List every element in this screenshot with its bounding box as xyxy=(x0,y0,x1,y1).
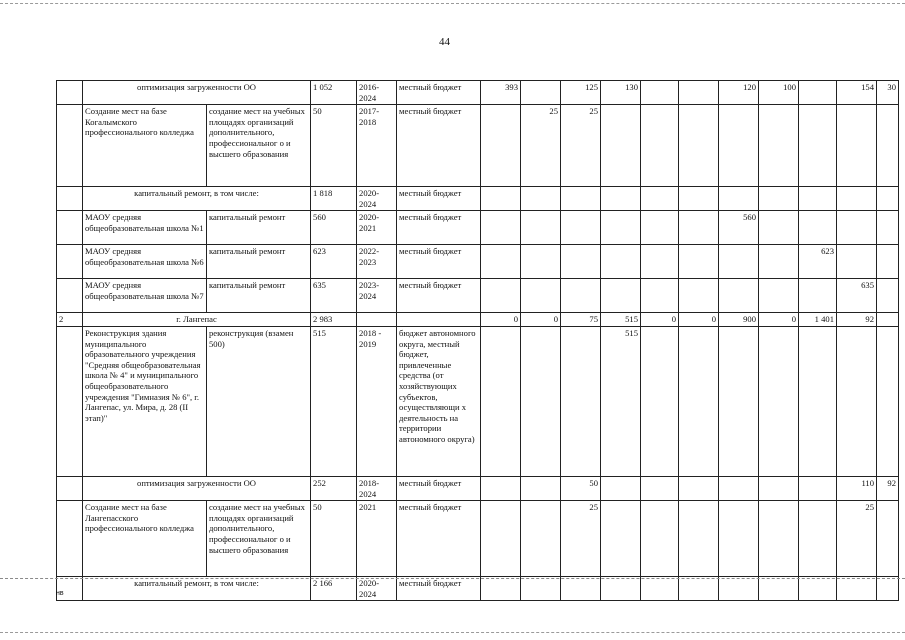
year-value-cell xyxy=(481,501,521,577)
year-value-cell: 30 xyxy=(877,81,899,105)
funding-source-cell: местный бюджет xyxy=(397,279,481,313)
year-value-cell xyxy=(759,211,799,245)
scan-edge-bottom xyxy=(0,578,905,579)
year-value-cell xyxy=(641,187,679,211)
year-value-cell: 0 xyxy=(759,313,799,327)
funding-source-cell: местный бюджет xyxy=(397,476,481,500)
table-row xyxy=(57,187,899,211)
year-value-cell xyxy=(679,187,719,211)
year-value-cell xyxy=(641,577,679,601)
year-value-cell xyxy=(799,326,837,476)
year-value-cell xyxy=(759,476,799,500)
funding-source-cell: местный бюджет xyxy=(397,245,481,279)
funding-source-cell: местный бюджет xyxy=(397,211,481,245)
year-value-cell xyxy=(877,501,899,577)
year-value-cell: 1 401 xyxy=(799,313,837,327)
year-value-cell: 92 xyxy=(837,313,877,327)
year-value-cell xyxy=(877,326,899,476)
year-value-cell xyxy=(719,105,759,187)
year-value-cell: 25 xyxy=(837,501,877,577)
period-cell: 2016- 2024 xyxy=(357,81,397,105)
year-value-cell xyxy=(561,211,601,245)
year-value-cell xyxy=(679,81,719,105)
year-value-cell xyxy=(481,211,521,245)
year-value-cell xyxy=(877,577,899,601)
row-number-cell xyxy=(57,105,83,187)
year-value-cell: 515 xyxy=(601,313,641,327)
subtotal-label-cell: капитальный ремонт, в том числе: xyxy=(83,187,311,211)
year-value-cell xyxy=(837,245,877,279)
year-value-cell xyxy=(759,187,799,211)
year-value-cell xyxy=(561,279,601,313)
year-value-cell xyxy=(679,501,719,577)
year-value-cell xyxy=(521,245,561,279)
work-type-cell: создание мест на учебных площадях организаций дополнительного, профессиональног о и высшего образования xyxy=(207,501,311,577)
year-value-cell xyxy=(759,245,799,279)
row-number-cell xyxy=(57,211,83,245)
year-value-cell: 900 xyxy=(719,313,759,327)
table-row xyxy=(57,279,899,313)
scan-edge-foot xyxy=(0,632,905,633)
period-cell: 2020- 2024 xyxy=(357,187,397,211)
period-cell: 2018 - 2019 xyxy=(357,326,397,476)
subtotal-label-cell: оптимизация загруженности ОО xyxy=(83,81,311,105)
year-value-cell: 92 xyxy=(877,476,899,500)
year-value-cell xyxy=(601,501,641,577)
year-value-cell xyxy=(799,279,837,313)
year-value-cell: 25 xyxy=(561,501,601,577)
year-value-cell xyxy=(679,476,719,500)
year-value-cell: 635 xyxy=(837,279,877,313)
year-value-cell xyxy=(481,105,521,187)
work-type-cell: капитальный ремонт xyxy=(207,211,311,245)
year-value-cell xyxy=(521,279,561,313)
work-type-cell: создание мест на учебных площадях организаций дополнительного, профессиональног о и высшего образования xyxy=(207,105,311,187)
year-value-cell xyxy=(601,476,641,500)
year-value-cell xyxy=(837,105,877,187)
scan-edge-top xyxy=(0,3,905,4)
year-value-cell xyxy=(561,577,601,601)
year-value-cell xyxy=(837,577,877,601)
year-value-cell xyxy=(641,81,679,105)
year-value-cell xyxy=(837,211,877,245)
row-number-cell xyxy=(57,326,83,476)
period-cell: 2022- 2023 xyxy=(357,245,397,279)
amount-cell: 2 983 xyxy=(311,313,357,327)
year-value-cell xyxy=(521,326,561,476)
year-value-cell xyxy=(601,211,641,245)
period-cell: 2018- 2024 xyxy=(357,476,397,500)
subtotal-label-cell: оптимизация загруженности ОО xyxy=(83,476,311,500)
work-type-cell: капитальный ремонт xyxy=(207,279,311,313)
year-value-cell: 393 xyxy=(481,81,521,105)
year-value-cell xyxy=(799,81,837,105)
year-value-cell xyxy=(521,211,561,245)
subtotal-label-cell: капитальный ремонт, в том числе: xyxy=(83,577,311,601)
year-value-cell xyxy=(719,245,759,279)
year-value-cell xyxy=(877,279,899,313)
amount-cell: 2 166 xyxy=(311,577,357,601)
funding-source-cell: местный бюджет xyxy=(397,81,481,105)
year-value-cell xyxy=(641,326,679,476)
table-row xyxy=(57,577,899,601)
funding-source-cell: местный бюджет xyxy=(397,501,481,577)
row-number-cell xyxy=(57,577,83,601)
row-number-cell xyxy=(57,245,83,279)
year-value-cell xyxy=(759,279,799,313)
year-value-cell xyxy=(759,105,799,187)
funding-source-cell: местный бюджет xyxy=(397,187,481,211)
year-value-cell: 0 xyxy=(641,313,679,327)
year-value-cell xyxy=(521,187,561,211)
year-value-cell: 110 xyxy=(837,476,877,500)
year-value-cell xyxy=(641,279,679,313)
amount-cell: 623 xyxy=(311,245,357,279)
amount-cell: 50 xyxy=(311,501,357,577)
amount-cell: 50 xyxy=(311,105,357,187)
object-name-cell: МАОУ средняя общеобразовательная школа №7 xyxy=(83,279,207,313)
row-number-cell xyxy=(57,81,83,105)
year-value-cell xyxy=(837,326,877,476)
funding-source-cell: местный бюджет xyxy=(397,105,481,187)
year-value-cell xyxy=(521,81,561,105)
amount-cell: 560 xyxy=(311,211,357,245)
year-value-cell xyxy=(601,105,641,187)
row-number-cell xyxy=(57,476,83,500)
work-type-cell: реконструкция (взамен 500) xyxy=(207,326,311,476)
table-row xyxy=(57,211,899,245)
budget-table xyxy=(56,80,899,601)
year-value-cell xyxy=(601,245,641,279)
table-row xyxy=(57,501,899,577)
year-value-cell xyxy=(679,211,719,245)
amount-cell: 1 052 xyxy=(311,81,357,105)
funding-source-cell xyxy=(397,313,481,327)
year-value-cell: 130 xyxy=(601,81,641,105)
year-value-cell xyxy=(561,245,601,279)
municipality-name-cell: г. Лангепас xyxy=(83,313,311,327)
year-value-cell xyxy=(799,476,837,500)
year-value-cell xyxy=(877,187,899,211)
year-value-cell xyxy=(799,187,837,211)
period-cell: 2020- 2024 xyxy=(357,577,397,601)
period-cell: 2021 xyxy=(357,501,397,577)
year-value-cell xyxy=(641,476,679,500)
year-value-cell xyxy=(877,211,899,245)
amount-cell: 252 xyxy=(311,476,357,500)
object-name-cell: Создание мест на базе Лангепасского профессионального колледжа xyxy=(83,501,207,577)
row-number-cell xyxy=(57,187,83,211)
year-value-cell xyxy=(641,501,679,577)
year-value-cell xyxy=(481,577,521,601)
year-value-cell: 0 xyxy=(679,313,719,327)
year-value-cell xyxy=(601,279,641,313)
period-cell xyxy=(357,313,397,327)
year-value-cell xyxy=(679,326,719,476)
year-value-cell xyxy=(481,476,521,500)
year-value-cell xyxy=(641,211,679,245)
year-value-cell: 154 xyxy=(837,81,877,105)
year-value-cell xyxy=(679,245,719,279)
table-row xyxy=(57,105,899,187)
table-row xyxy=(57,313,899,327)
year-value-cell: 125 xyxy=(561,81,601,105)
year-value-cell xyxy=(561,326,601,476)
year-value-cell: 120 xyxy=(719,81,759,105)
amount-cell: 515 xyxy=(311,326,357,476)
year-value-cell xyxy=(679,279,719,313)
year-value-cell xyxy=(759,501,799,577)
year-value-cell: 515 xyxy=(601,326,641,476)
amount-cell: 1 818 xyxy=(311,187,357,211)
year-value-cell xyxy=(719,279,759,313)
footer-mark: нв xyxy=(56,590,64,597)
year-value-cell xyxy=(799,577,837,601)
object-name-cell: Реконструкция здания муниципального образовательного учреждения "Средняя общеобразовательная школа № 4" и муниципального общеобразовательного учреждения "Гимназия № 6", г. Лангепас, ул. Мира, д. 28 (II этап)" xyxy=(83,326,207,476)
year-value-cell: 100 xyxy=(759,81,799,105)
year-value-cell xyxy=(601,187,641,211)
year-value-cell xyxy=(601,577,641,601)
funding-source-cell: местный бюджет xyxy=(397,577,481,601)
year-value-cell xyxy=(719,326,759,476)
year-value-cell xyxy=(481,279,521,313)
year-value-cell xyxy=(759,577,799,601)
year-value-cell xyxy=(481,245,521,279)
year-value-cell: 50 xyxy=(561,476,601,500)
year-value-cell: 0 xyxy=(521,313,561,327)
amount-cell: 635 xyxy=(311,279,357,313)
year-value-cell xyxy=(521,577,561,601)
year-value-cell: 560 xyxy=(719,211,759,245)
table-row xyxy=(57,81,899,105)
year-value-cell xyxy=(481,187,521,211)
year-value-cell xyxy=(759,326,799,476)
year-value-cell xyxy=(719,577,759,601)
year-value-cell xyxy=(641,245,679,279)
year-value-cell: 75 xyxy=(561,313,601,327)
year-value-cell xyxy=(719,501,759,577)
table-row xyxy=(57,326,899,476)
year-value-cell xyxy=(877,245,899,279)
year-value-cell xyxy=(877,313,899,327)
year-value-cell xyxy=(719,476,759,500)
object-name-cell: МАОУ средняя общеобразовательная школа №6 xyxy=(83,245,207,279)
year-value-cell: 623 xyxy=(799,245,837,279)
year-value-cell xyxy=(679,105,719,187)
object-name-cell: МАОУ средняя общеобразовательная школа №1 xyxy=(83,211,207,245)
year-value-cell xyxy=(799,105,837,187)
table-row xyxy=(57,476,899,500)
year-value-cell xyxy=(799,501,837,577)
year-value-cell xyxy=(641,105,679,187)
period-cell: 2020- 2021 xyxy=(357,211,397,245)
year-value-cell: 25 xyxy=(561,105,601,187)
year-value-cell xyxy=(679,577,719,601)
object-name-cell: Создание мест на базе Когалымского профессионального колледжа xyxy=(83,105,207,187)
page-number: 44 xyxy=(439,36,450,48)
row-number-cell: 2 xyxy=(57,313,83,327)
row-number-cell xyxy=(57,501,83,577)
year-value-cell: 25 xyxy=(521,105,561,187)
year-value-cell xyxy=(521,501,561,577)
year-value-cell xyxy=(877,105,899,187)
work-type-cell: капитальный ремонт xyxy=(207,245,311,279)
year-value-cell xyxy=(719,187,759,211)
year-value-cell xyxy=(837,187,877,211)
funding-source-cell: бюджет автономного округа, местный бюджет, привлеченные средства (от хозяйствующих субъектов, осуществляющи х деятельность на территории автономного округа) xyxy=(397,326,481,476)
year-value-cell xyxy=(561,187,601,211)
year-value-cell xyxy=(521,476,561,500)
table-row xyxy=(57,245,899,279)
year-value-cell: 0 xyxy=(481,313,521,327)
row-number-cell xyxy=(57,279,83,313)
period-cell: 2017- 2018 xyxy=(357,105,397,187)
year-value-cell xyxy=(799,211,837,245)
year-value-cell xyxy=(481,326,521,476)
period-cell: 2023- 2024 xyxy=(357,279,397,313)
